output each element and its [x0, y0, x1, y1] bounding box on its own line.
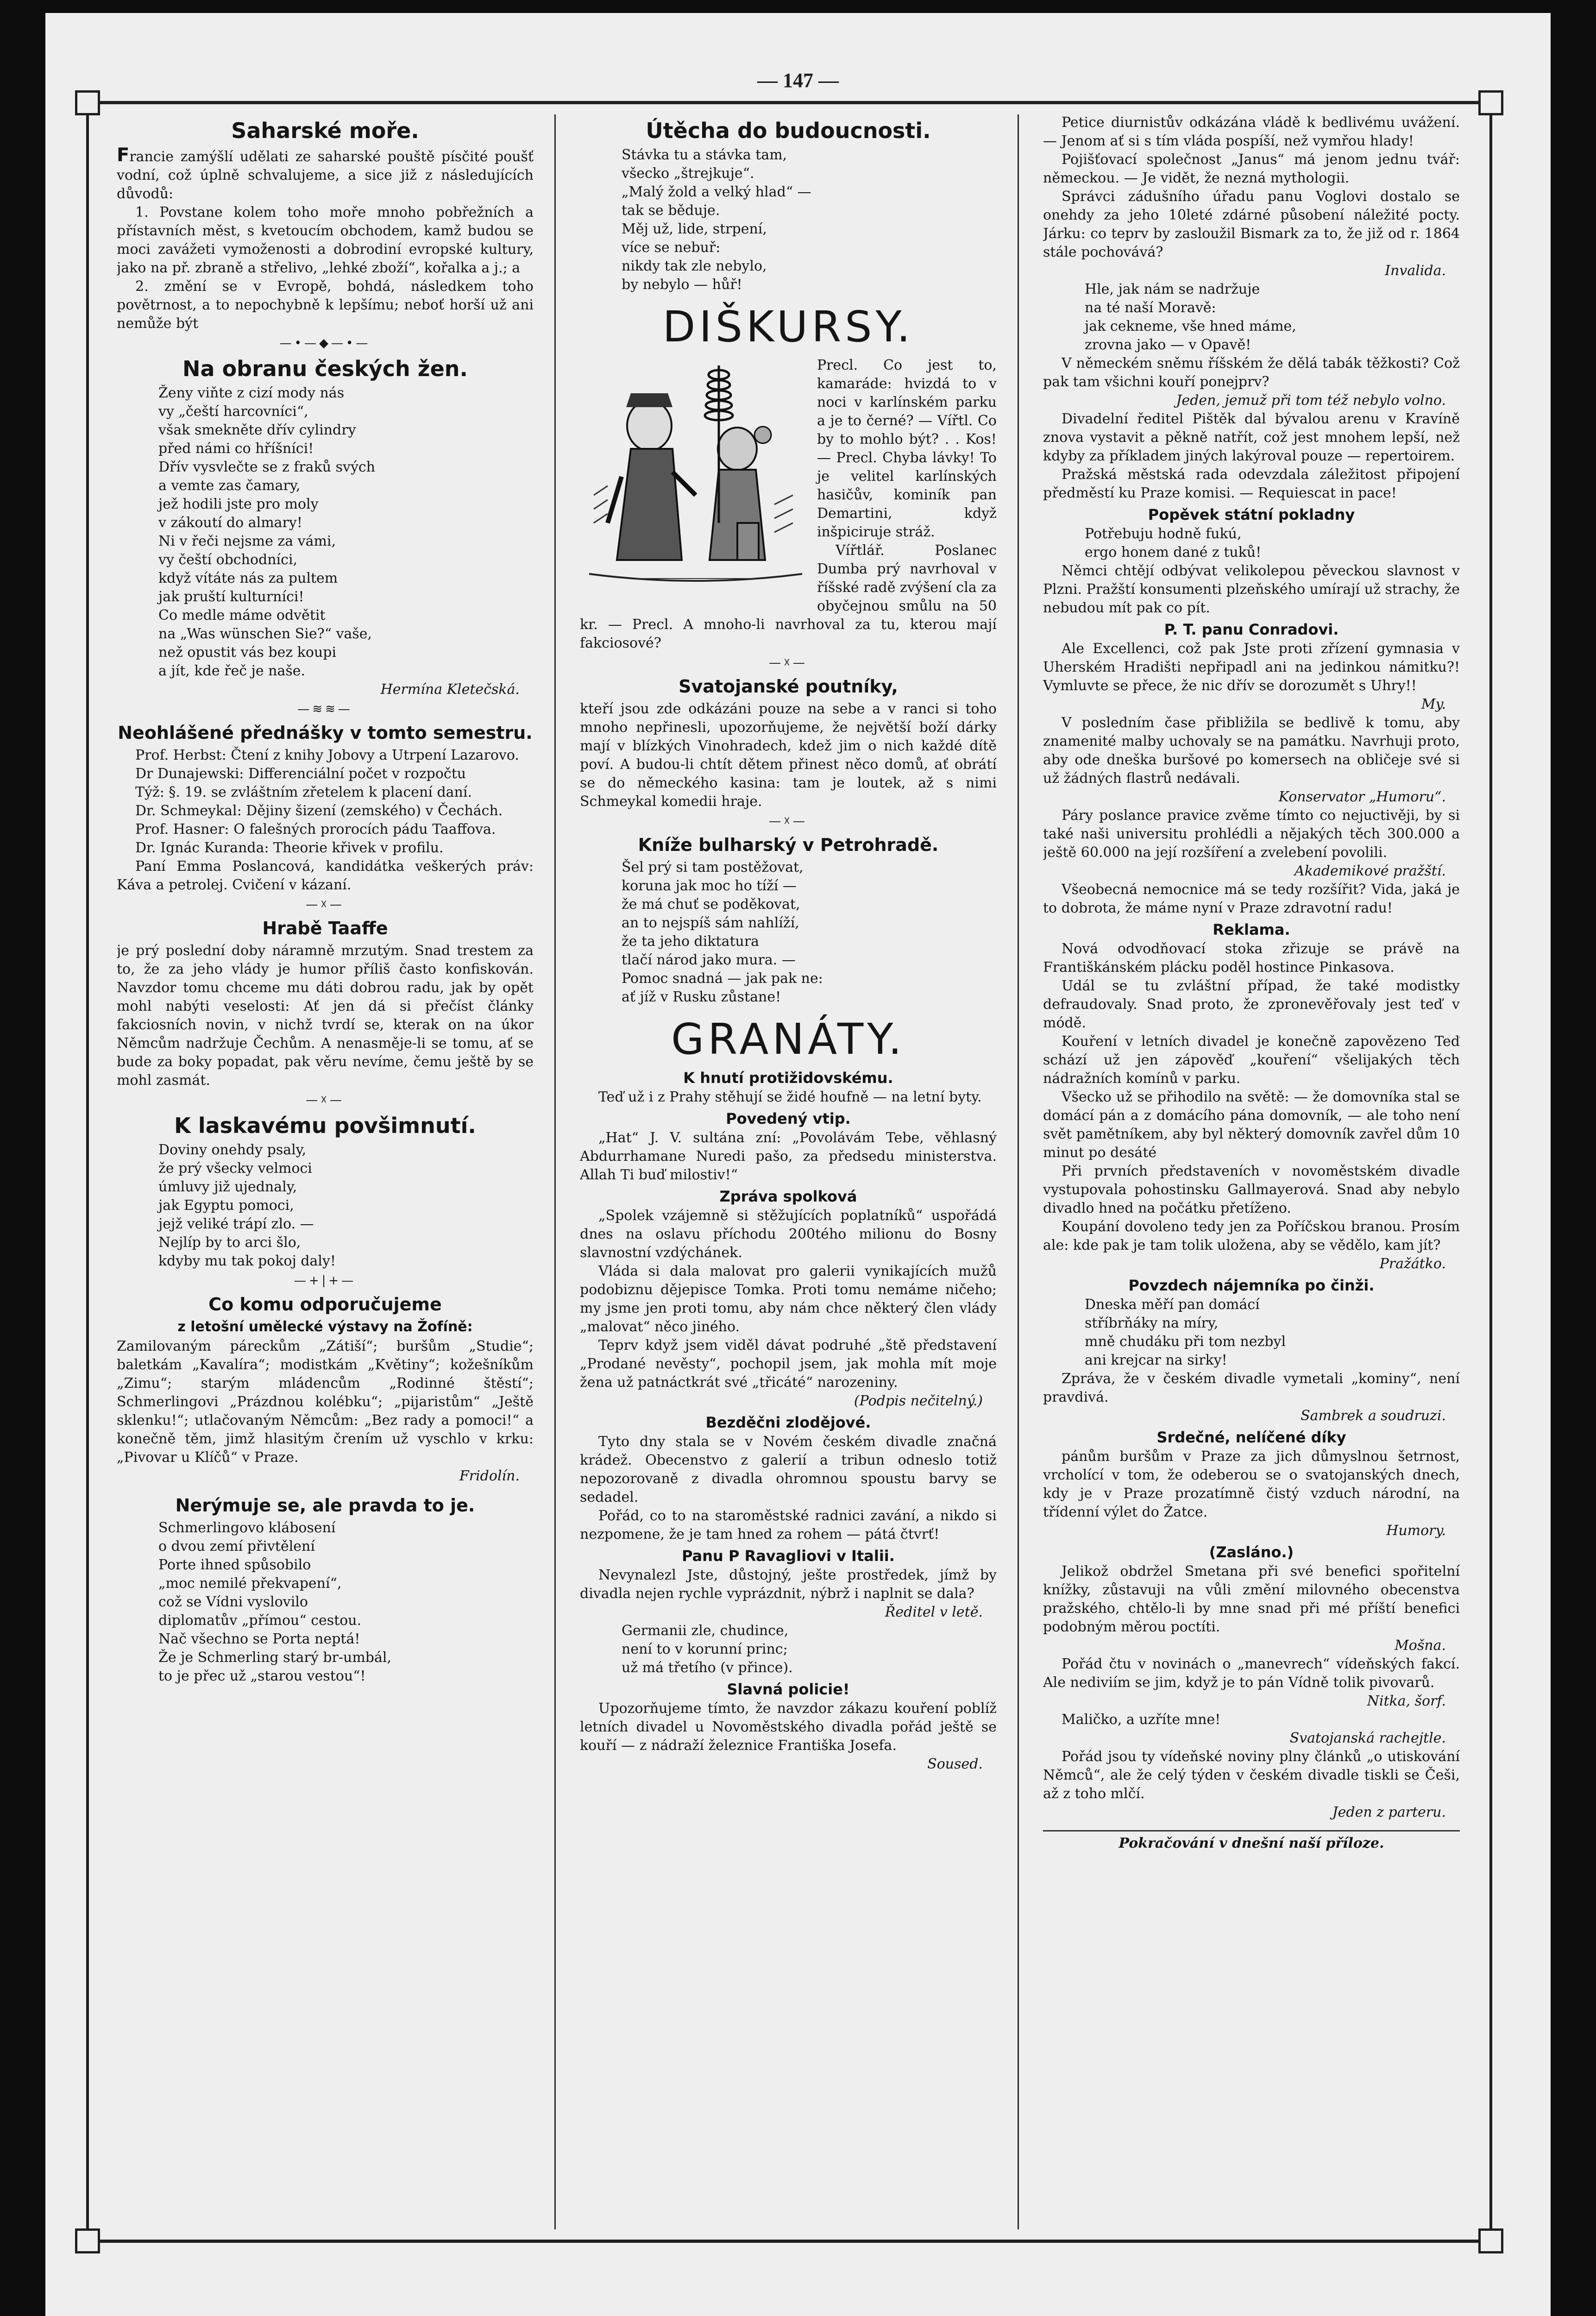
signature: Fridolín. [459, 1468, 520, 1484]
article-text: Při prvních představeních v novoměstském divadle vystupovala pohostinsku Gallmayerová. Snad aby nebylo divadlo hned na počátku přetíženo. [1043, 1163, 1460, 1216]
signature: Jeden, jemuž při tom též nebylo volno. [1176, 392, 1446, 409]
article-text: Koupání dovoleno tedy jen za Poříčskou branou. Prosím ale: kde pak je tam tolik uložena, aby se vědělo, kam jít? [1043, 1219, 1460, 1253]
signature: Mošna. [1395, 1637, 1446, 1654]
verse-line: Schmerlingovo klábosení [158, 1520, 336, 1536]
verse-line: že má chuť se poděkovat, [622, 896, 800, 913]
verse-line: a jít, kde řeč je naše. [158, 663, 306, 679]
verse-line: Germanii zle, chudince, [622, 1623, 789, 1639]
continuation-note: Pokračování v dnešní naší příloze. [1043, 1830, 1460, 1853]
verse-line: vy „čeští harcovníci“, [158, 403, 308, 420]
verse-line: nikdy tak zle nebylo, [622, 258, 767, 274]
verse-line: Pomoc snadná — jak pak ne: [622, 970, 823, 987]
verse-line: jež hodili jste pro moly [158, 496, 319, 512]
verse-line: tak se běduje. [622, 202, 720, 219]
section-heading: DIŠKURSY. [662, 302, 914, 352]
article-text: Jelikož obdržel Smetana při své benefici spořitelní knížky, zůstavuji na vůli změní milovného obecenstva pražského, chtělo-li by mne snad při mé příští benefici podobným měrou poctíti. [1043, 1563, 1460, 1635]
article-text: Všecko už se přihodilo na světě: — že domovníka stal se domácí pán a z domácího pána domovník, — ale toho není svět pamětníkem, aby byl některý domovník zavřel dům 10 minut po desáté [1043, 1089, 1460, 1161]
article-text: V německém sněmu říšském že dělá tabák těžkosti? Což pak tam všichni kouří ponejprv? [1043, 355, 1460, 390]
article-title: (Zasláno.) [1209, 1543, 1294, 1561]
article-title: Neohlášené přednášky v tomto semestru. [118, 723, 533, 743]
verse-line: jak cekneme, vše hned máme, [1085, 318, 1296, 334]
article-title: Hrabě Taaffe [262, 918, 388, 938]
verse-line: ani krejcar na sirky! [1085, 1352, 1227, 1368]
verse-line: Že je Schmerling starý br-umbál, [158, 1649, 392, 1666]
article-text: Upozorňujeme tímto, že navzdor zákazu kouření poblíž letních divadel u Novoměstského divadla pořád ještě se kouří — z nádraží železnice Františka Josefa. [580, 1700, 997, 1754]
column-rule [554, 114, 556, 2229]
article-title: Svatojanské poutníky, [679, 676, 898, 697]
article-title: Kníže bulharský v Petrohradě. [638, 835, 939, 855]
verse-line: jak Egyptu pomoci, [158, 1197, 294, 1214]
verse-line: Potřebuju hodně fukú, [1085, 526, 1242, 542]
signature: Jeden z parteru. [1332, 1804, 1446, 1820]
article-title: Bezděčni zlodějové. [705, 1414, 871, 1431]
article-text: Pořád jsou ty vídeňské noviny plny článků „o utiskování Němců“, ale že celý týden v českém divadle tiskli se Češi, až z toho mlčí. [1043, 1749, 1460, 1802]
verse-line: to je přec už „starou vestou“! [158, 1668, 366, 1684]
article-text: Všeobecná nemocnice má se tedy rozšířit? Vida, jaká je to dobrota, že máme nyní v Praze zdravotní radu! [1043, 881, 1460, 916]
article-text: Teprv když jsem viděl dávat podruhé „ště představení „Prodané nevěsty“, pochopil jsem, jak mohla mít moje žena už patnáctkrát své „třicáté“ narozeniny. [580, 1337, 997, 1391]
article-text: Nevynalezl Jste, důstojný, ješte prostředek, jímž by divadla nejen rychle vyprázdnit, nýbrž i naplnit se dala? [580, 1567, 997, 1602]
verse-line: kdyby mu tak pokoj daly! [158, 1253, 336, 1269]
article-text: Prof. Herbst: Čtení z knihy Jobovy a Utrpení Lazarovo. [135, 747, 519, 763]
article-title: Povedený vtip. [726, 1110, 851, 1127]
frame-corner-ornament [1478, 90, 1503, 115]
verse-line: více se nebuř: [622, 239, 721, 256]
verse-line: že ta jeho diktatura [622, 933, 760, 950]
article-text: Dr. Schmeykal: Dějiny šizení (zemského) v Čechách. [135, 803, 503, 819]
verse-line: na té naší Moravě: [1085, 300, 1216, 316]
article-text: Teď už i z Prahy stěhují se židé houfně — na letní byty. [598, 1089, 982, 1105]
verse-line: že prý všecky velmoci [158, 1160, 312, 1177]
article-text: „Hat“ J. V. sultána zní: „Povolávám Tebe, věhlasný Abdurrhamane Nuredi pašo, za předsedu ministerstva. Allah Ti buď milostiv!“ [580, 1130, 997, 1183]
verse-line: Dneska měří pan domácí [1085, 1296, 1260, 1313]
illustration-block [580, 356, 997, 653]
signature: Hermína Kletečská. [380, 681, 520, 698]
verse-line: koruna jak moc ho tíží — [622, 878, 797, 894]
signature: Nitka, šorf. [1367, 1693, 1446, 1709]
article-text: V posledním čase přibližila se bedlivě k tomu, aby znamenité malby uchovaly se na památku. Navrhuji proto, aby ode dneška buršové po komersech na obličeje své si už žádných flastrů nedávali. [1043, 715, 1460, 787]
newspaper-page [45, 13, 1551, 2316]
article-title: Povzdech nájemníka po činži. [1128, 1277, 1375, 1294]
article-text: pánům buršům v Praze za jich důmyslnou šetrnost, vrcholící v tom, že odeberou se o svatojanských dnech, kdy je v Praze prozatímně čistý vzduch národní, na třídenní výlet do Žatce. [1043, 1448, 1460, 1520]
column-right [1043, 113, 1460, 2230]
verse-line: není to v korunní princ; [622, 1641, 788, 1657]
verse-line: by nebylo — hůř! [622, 277, 742, 293]
verse-line: Stávka tu a stávka tam, [622, 147, 787, 163]
article-text: Zamilovaným páreckům „Zátiší“; buršům „Studie“; baletkám „Kavalíra“; modistkám „Květiny“; kožešníkům „Zimu“; starým mládencům „Rodinné štěstí“; Schmerlingovi „Prázdnou kolébku“; „pijaristům“ „Ještě sklenku!“; utlačovaným Němcům: „Bez rady a pomoci!“ a konečně těm, jimž hlasitým črením už vyschlo v krku: „Pivovar u Klíčů“ v Praze. [117, 1338, 534, 1466]
divider-ornament: —+|+— [294, 1274, 357, 1288]
verse-line: Ženy viňte z cizí mody nás [158, 385, 345, 401]
frame-corner-ornament [75, 90, 100, 115]
article-text: Páry poslance pravice zvěme tímto co nejuctivěji, by si také naši universitu prohlédli a nějakých těch 300.000 a ještě 60.000 na její rozšíření a zvelebení povolili. [1043, 807, 1460, 861]
article-text: Týž: §. 19. se zvláštním zřetelem k placení daní. [135, 784, 472, 800]
article-title: K laskavému povšimnutí. [174, 1113, 476, 1138]
article-text: 2. změní se v Evropě, bohdá, následkem toho povětrnost, a to nepochybně k lepšímu; neboť horší už ani nemůže být [117, 278, 534, 332]
divider-ornament: —≋≋— [297, 702, 353, 716]
article-title: Saharské moře. [231, 118, 419, 143]
verse-line: před námi co hříšníci! [158, 441, 314, 457]
verse-line: Hle, jak nám se nadržuje [1085, 281, 1260, 297]
verse-line: Ni v řeči nejsme za vámi, [158, 533, 336, 549]
verse-line: Šel prý si tam postěžovat, [622, 859, 804, 875]
verse-line: ergo honem dané z tuků! [1085, 544, 1262, 560]
article-text: Pořád, co to na staroměstské radnici zavání, a nikdo si nezpomene, že je tam hned za rohem — pátá čtvrť! [580, 1508, 997, 1542]
verse-line: Měj už, lide, strpení, [622, 221, 767, 237]
verse-line: ať jíž v Rusku zůstane! [622, 989, 781, 1005]
divider-ornament: —•—◆—•— [279, 336, 371, 350]
article-text: Prof. Hasner: O falešných prorocích pádu Taaffova. [135, 821, 496, 837]
article-text: Pojišťovací společnost „Janus“ má jenom jednu tvář: německou. — Je vidět, že nezná mythologii. [1043, 151, 1460, 186]
verse-line: vy čeští obchodníci, [158, 552, 298, 568]
divider-ornament: —☓— [306, 1093, 345, 1107]
signature: Pražátko. [1379, 1256, 1446, 1272]
article-text: Divadelní ředitel Pištěk dal bývalou arenu v Kravíně znova vystavit a pěkně natřít, což jest mnohem lepší, než kdyby za příkladem jiných lakýroval pouze — repertoirem. [1043, 411, 1460, 464]
signature: Soused. [927, 1756, 983, 1772]
article-text: kteří jsou zde odkázáni pouze na sebe a v ranci si toho mnoho nepřinesli, upozorňujeme, že největší boží dárky mají v blízkých Vinohradech, kdež jim o nich každé dítě poví. A budou-li chtít dětem přinest něco domů, ať obrátí se do německého kasina: tam je loutek, až s nimi Schmeykal komedii hraje. [580, 701, 997, 810]
signature: (Podpis nečitelný.) [854, 1393, 983, 1409]
article-title: Nerýmuje se, ale pravda to je. [175, 1495, 475, 1516]
verse-line: už má třetího (v přince). [622, 1660, 793, 1676]
signature: Invalida. [1385, 263, 1446, 279]
page-frame [86, 101, 1492, 2243]
dialogue-text: Precl. Co jest to, kamaráde: hvizdá to v noci v karlínském parku a je to černé? — Vířtl. Co by to mohlo být? . . Kos! — Precl. Chyba lávky! To je velitel karlínských hasičův, kominík pan Demartini, když inšpiciruje stráž. [817, 357, 997, 540]
cartoon-illustration [580, 356, 811, 597]
signature: Sambrek a soudruzi. [1301, 1408, 1446, 1424]
verse-line: jejž veliké trápí zlo. — [158, 1216, 314, 1232]
section-heading: GRANÁTY. [671, 1014, 906, 1064]
verse-line: a vemte zas čamary, [158, 478, 301, 494]
article-text: „Spolek vzájemně si stěžujících poplatníků“ uspořádá dnes na oslavu příchodu 200tého milionu do Bosny slavnostní vzdýchánek. [580, 1208, 997, 1261]
article-title: Reklama. [1213, 921, 1290, 938]
dialogue-text: Vířtlář. Poslanec Dumba prý navrhoval v říšské radě zvýšení cla za obyčejnou smůlu na 50 kr. — Precl. A mnoho-li navrhoval za tu, kterou mají fakciosové? [580, 542, 997, 651]
article-text: Francie zamýšlí udělati ze saharské pouště písčité poušť vodní, což úplně schvalujeme, a sice již z následujících důvodů: [117, 145, 534, 202]
article-text: 1. Povstane kolem toho moře mnoho pobřežních a přístavních měst, s kvetoucím obchodem, kamž budou se moci zavážeti vymoženosti a dobrodiní evropské kultury, jako na př. zbraně a střelivo, „lehké zboží“, kořalka a j.; a [117, 204, 534, 276]
divider-ornament: —☓— [769, 656, 808, 670]
article-text: Zpráva, že v českém divadle vymetali „kominy“, není pravdivá. [1043, 1371, 1460, 1405]
article-title: Popěvek státní pokladny [1148, 506, 1355, 523]
signature: Akademikové pražští. [1294, 863, 1446, 879]
verse-line: tlačí národ jako mura. — [622, 952, 796, 968]
article-title: Na obranu českých žen. [182, 356, 468, 381]
article-text: Ale Excellenci, což pak Jste proti zřízení gymnasia v Uherském Hradišti nepřipadl ani na jedinkou námitku?! Vymluvte se přece, že nic dřív se dorozumět s Uhry!! [1043, 641, 1460, 694]
article-text: Správci zádušního úřadu panu Voglovi dostalo se onehdy za jeho 10leté zdárné působení náležité pocty. Járku: co teprv by zasloužil Bismark za to, že již od r. 1864 stále pochovává? [1043, 189, 1460, 260]
article-text: Vláda si dala malovat pro galerii vynikajících mužů podobiznu dějepisce Tomka. Proti tomu nemáme ničeho; my jsme jen proti tomu, aby nám chce některý člen vlády „malovat“ něco jiného. [580, 1263, 997, 1335]
article-text: Nová odvodňovací stoka zřizuje se právě na Františkánském plácku poděl hostince Pinkasova. [1043, 941, 1460, 975]
verse-line: zrovna jako — v Opavě! [1085, 337, 1251, 353]
article-subtitle: z letošní umělecké výstavy na Žofíně: [177, 1319, 473, 1335]
verse-line: an to nejspíš sám nahlíží, [622, 915, 799, 931]
signature: Ředitel v letě. [885, 1604, 983, 1620]
verse-line: Porte ihned spůsobilo [158, 1557, 311, 1573]
drop-cap: F [117, 145, 130, 166]
article-text: Tyto dny stala se v Novém českém divadle značná krádež. Obecenstvo z galerií a tribun odneslo totiž nepozorovaně z divadla ohromnou spoustu barvy se sedadel. [580, 1434, 997, 1505]
verse-line: což se Vídni vyslovilo [158, 1594, 308, 1610]
verse-line: Nejlíp by to arci šlo, [158, 1234, 301, 1251]
frame-corner-ornament [75, 2228, 100, 2253]
verse-line: „moc nemilé překvapení“, [158, 1575, 342, 1592]
article-text: Paní Emma Poslancová, kandidátka veškerých práv: Káva a petrolej. Cvičení v kázaní. [117, 858, 534, 893]
verse-line: Nač všechno se Porta neptá! [158, 1631, 360, 1647]
divider-ornament: —☓— [769, 814, 808, 828]
verse-line: však smekněte dřív cylindry [158, 422, 356, 438]
article-text: Dr Dunajewski: Differenciální počet v rozpočtu [135, 766, 466, 782]
verse-line: stříbrňáky na míry, [1085, 1315, 1219, 1331]
article-text: Dr. Ignác Kuranda: Theorie křivek v profilu. [135, 840, 444, 856]
verse-line: v zákoutí do almary! [158, 515, 302, 531]
frame-corner-ornament [1478, 2228, 1503, 2253]
article-title: K hnutí protižidovskému. [683, 1069, 893, 1087]
signature: Svatojanská rachejtle. [1289, 1730, 1446, 1746]
article-title: P. T. panu Conradovi. [1164, 621, 1339, 638]
page-number: — 147 — [757, 69, 839, 92]
article-text: Němci chtějí odbývat velikolepou pěveckou slavnost v Plzni. Pražští konsumenti plzeňského umírají už strachy, že nebudou mít pak co pít. [1043, 563, 1460, 616]
verse-line: na „Was wünschen Sie?“ vaše, [158, 626, 372, 642]
article-title: Útěcha do budoucnosti. [646, 118, 931, 143]
verse-line: Dřív vysvlečte se z fraků svých [158, 459, 376, 475]
verse-line: úmluvy již ujednaly, [158, 1179, 297, 1195]
verse-line: mně chudáku při tom nezbyl [1085, 1334, 1286, 1350]
column-rule [1018, 114, 1019, 2229]
article-text: Kouření v letních divadel je konečně zapovězeno Teď schází už jen zápověď „kouření“ všelijakých těch nádražních komínů v parku. [1043, 1033, 1460, 1087]
verse-line: diplomatův „přímou“ cestou. [158, 1612, 362, 1629]
verse-line: než opustit vás bez koupi [158, 644, 337, 661]
verse-line: jak pruští kulturníci! [158, 589, 304, 605]
article-title: Zpráva spolková [719, 1188, 857, 1205]
article-text: Petice diurnistův odkázána vládě k bedlivému uvážení. — Jenom ať si s tím vláda pospíší, než vymřou hlady! [1043, 114, 1460, 149]
article-title: Srdečné, nelíčené díky [1156, 1429, 1346, 1446]
column-left [117, 113, 534, 2230]
column-middle [580, 113, 997, 2230]
signature: Humory. [1386, 1523, 1446, 1539]
signature: My. [1421, 696, 1446, 712]
verse-line: „Malý žold a velký hlad“ — [622, 184, 811, 200]
verse-line: všecko „štrejkuje“. [622, 165, 754, 182]
article-text: je prý poslední doby náramně mrzutým. Snad trestem za to, že za jeho vlády je humor příliš často konfiskován. Navzdor tomu chceme mu dáti dobrou radu, jak by opět mohl nabýti veselosti: Ať jen dá si přečíst články fakciosních novin, v nichž tvrdí se, kterak on na úkor Němcům nadržuje Čechům. A nenasměje-li se tomu, ať se bude za boky popadat, pak věru nevíme, čemu ještě by se mohl zasmát. [117, 943, 534, 1089]
article-text: Pražská městská rada odevzdala záležitost připojení předměstí ku Praze komisi. — Requiescat in pace! [1043, 466, 1460, 501]
verse-line: Doviny onehdy psaly, [158, 1142, 307, 1158]
article-text: Udál se tu zvláštní případ, že také modistky defraudovaly. Snad proto, že zpronevěřovaly jest teď v módě. [1043, 978, 1460, 1031]
article-title: Slavná policie! [727, 1680, 850, 1698]
article-title: Panu P Ravagliovi v Italii. [682, 1547, 895, 1565]
verse-line: když vítáte nás za pultem [158, 570, 338, 586]
divider-ornament: —☓— [306, 898, 345, 912]
signature: Konservator „Humoru“. [1278, 789, 1446, 805]
verse-line: o dvou zemí přivtělení [158, 1538, 315, 1554]
article-text: Maličko, a uzříte mne! [1062, 1712, 1221, 1728]
verse-line: Co medle máme odvětit [158, 607, 326, 623]
article-title: Co komu odporučujeme [208, 1294, 442, 1315]
article-text: Pořád čtu v novinách o „manevrech“ vídeňských fakcí. Ale nediviím se jim, když je to pán Vídně tolik pivovarů. [1043, 1656, 1460, 1691]
